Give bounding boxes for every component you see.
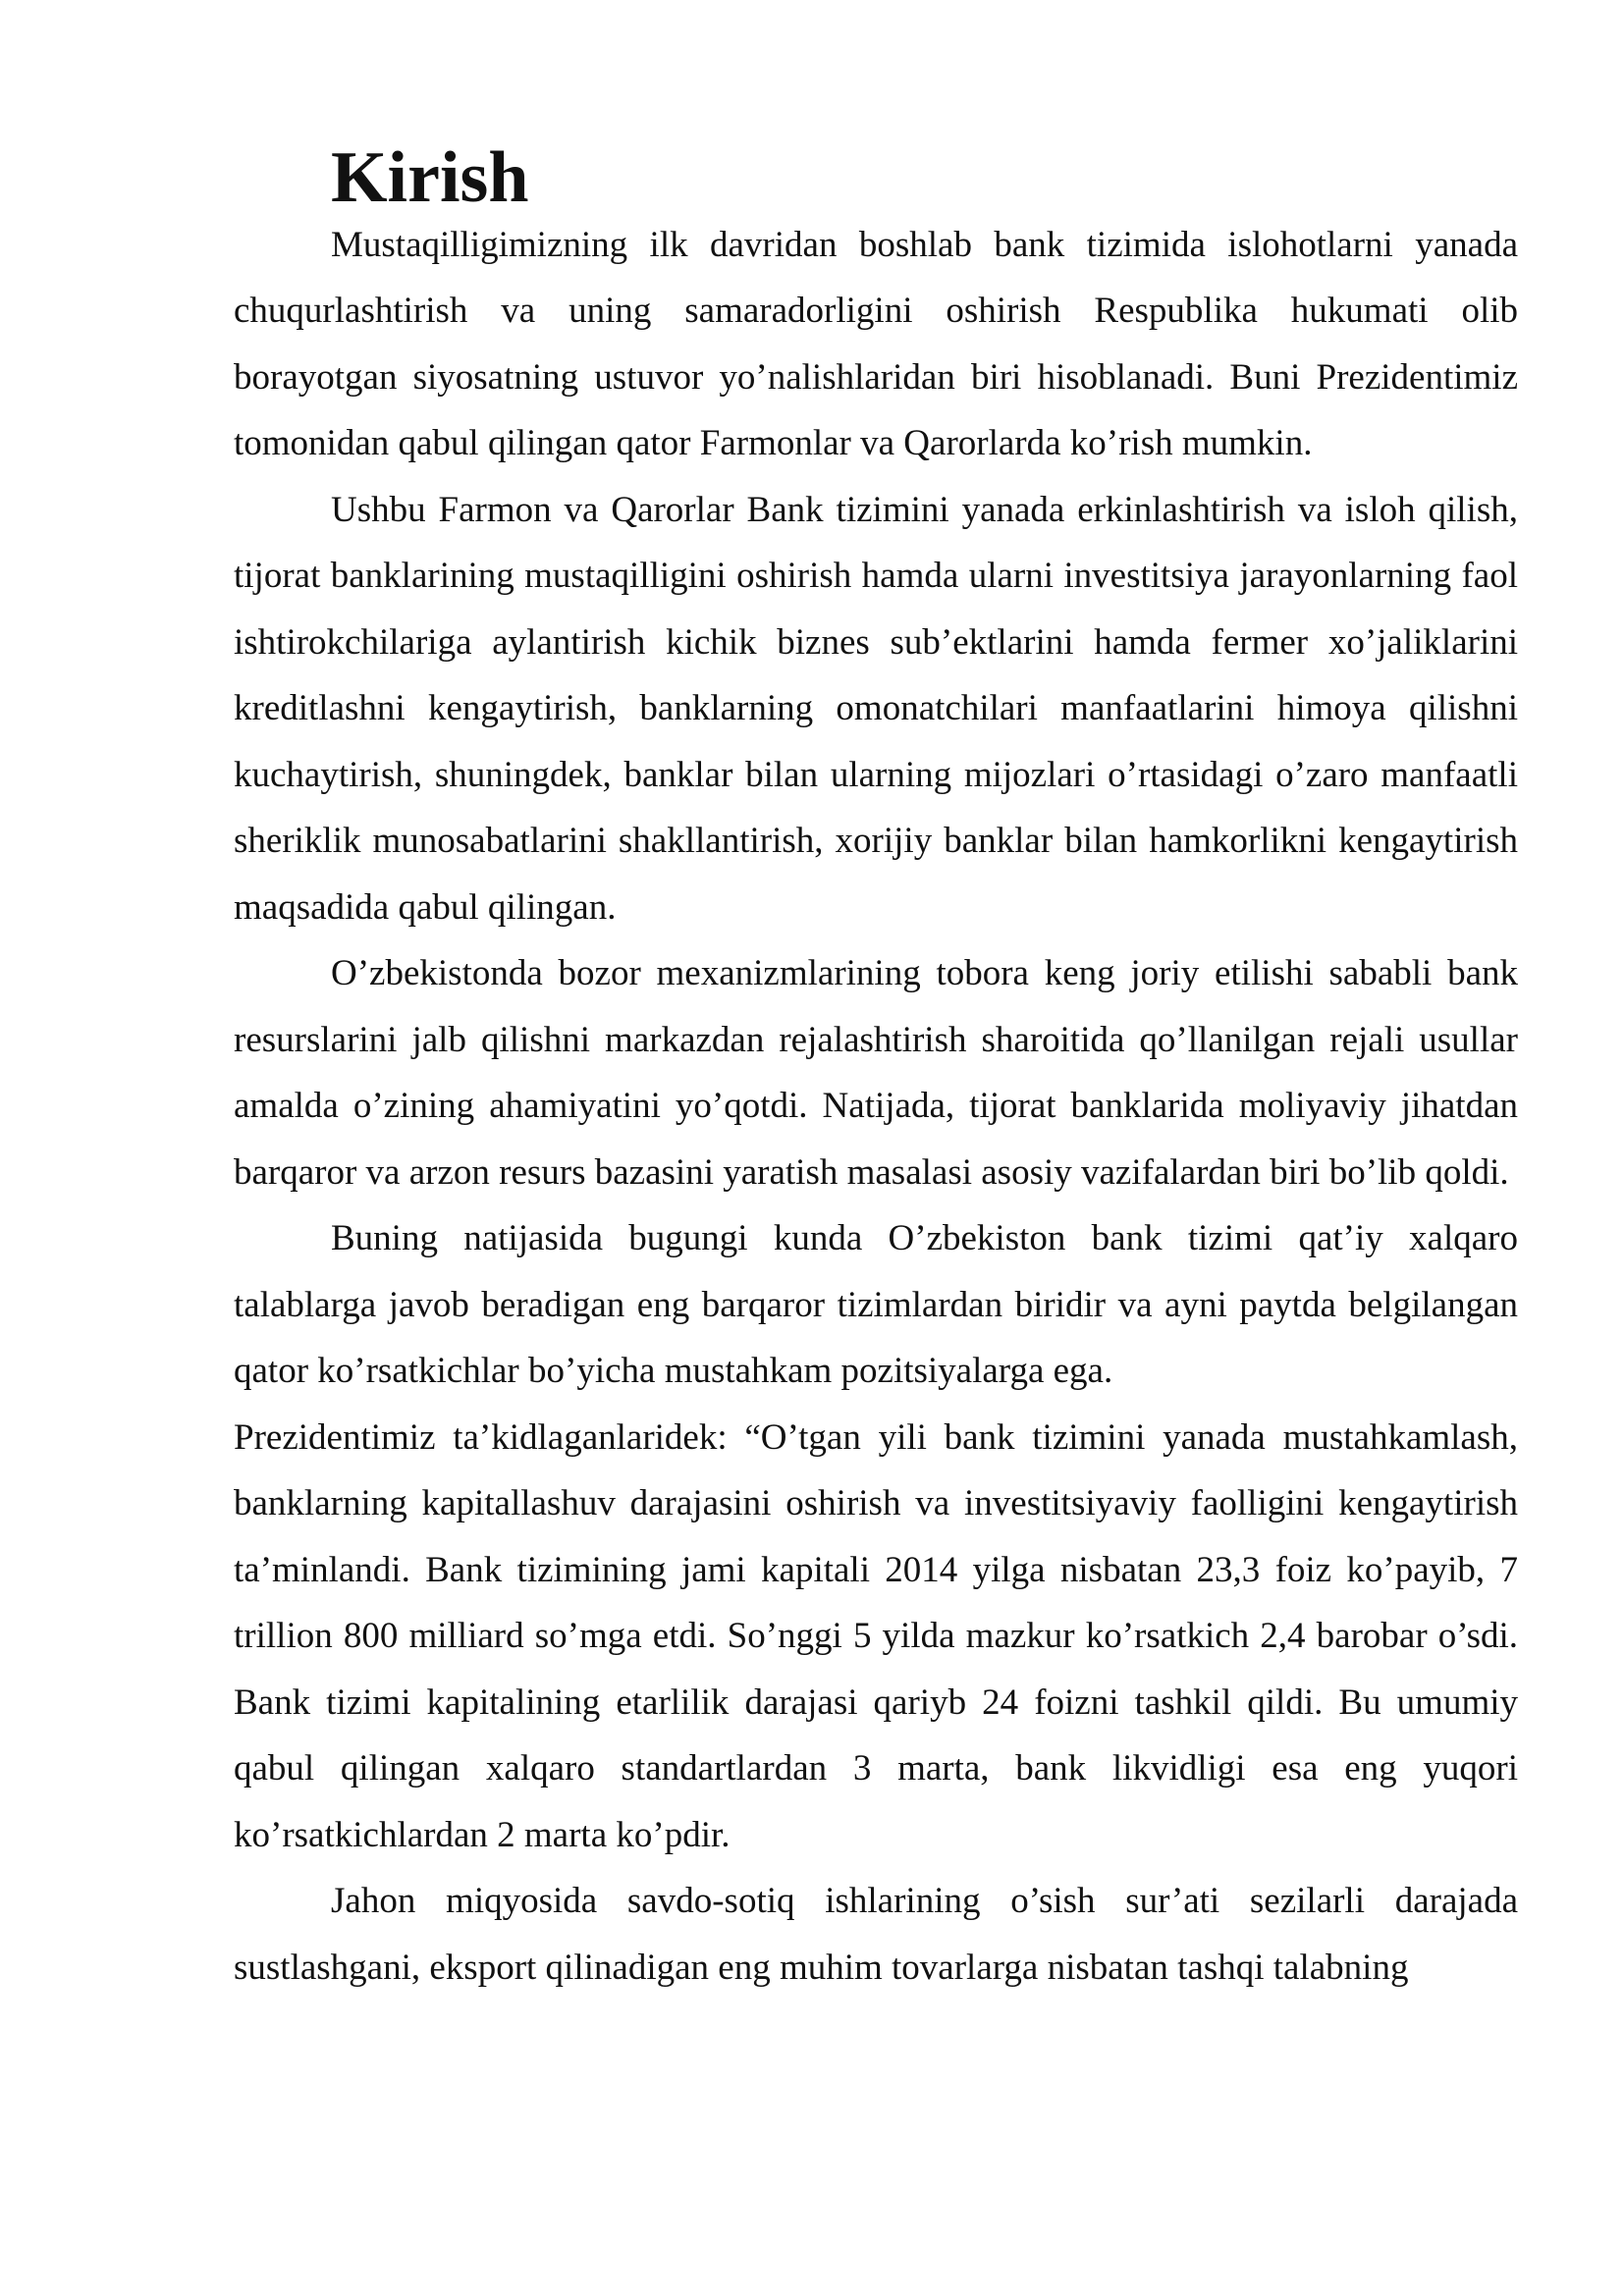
paragraph-3: O’zbekistonda bozor mexanizmlarining tobora keng joriy etilishi sababli bank resurslarini jalb qilishni markazdan rejalashtirish sharoitida qo’llanilgan rejali usullar amalda o’zining ahamiyatini yo’qotdi. Natijada, tijorat banklarida moliyaviy jihatdan barqaror va arzon resurs bazasini yaratish masalasi asosiy vazifalardan biri bo’lib qoldi. <box>234 953 1518 1193</box>
paragraph-2: Ushbu Farmon va Qarorlar Bank tizimini yanada erkinlashtirish va isloh qilish, tijorat banklarining mustaqilligini oshirish hamda ularni investitsiya jarayonlarning faol ishtirokchilariga aylantirish kichik biznes sub’ektlarini hamda fermer xo’jaliklarini kreditlashni kengaytirish, banklarning omonatchilari manfaatlarini himoya qilishni kuchaytirish, shuningdek, banklar bilan ularning mijozlari o’rtasidagi o’zaro manfaatli sheriklik munosabatlarini shakllantirish, xorijiy banklar bilan hamkorlikni kengaytirish maqsadida qabul qilingan. <box>234 489 1518 928</box>
paragraph-6: Jahon miqyosida savdo-sotiq ishlarining o’sish sur’ati sezilarli darajada sustlashgani, eksport qilinadigan eng muhim tovarlarga nisbatan tashqi talabning <box>234 1881 1518 1988</box>
paragraph-4: Buning natijasida bugungi kunda O’zbekiston bank tizimi qat’iy xalqaro talablarga javob beradigan eng barqaror tizimlardan biridir va ayni paytda belgilangan qator ko’rsatkichlar bo’yicha mustahkam pozitsiyalarga ega. <box>234 1218 1518 1391</box>
document-page <box>234 137 1518 2001</box>
section-heading: Kirish <box>331 137 529 218</box>
paragraph-1: Mustaqilligimizning ilk davridan boshlab bank tizimida islohotlarni yanada chuqurlashtirish va uning samaradorligini oshirish Respublika hukumati olib borayotgan siyosatning ustuvor yo’nalishlaridan biri hisoblanadi. Buni Prezidentimiz tomonidan qabul qilingan qator Farmonlar va Qarorlarda ko’rish mumkin. <box>234 224 1518 463</box>
paragraph-5: Prezidentimiz ta’kidlaganlaridek: “O’tgan yili bank tizimini yanada mustahkamlash, banklarning kapitallashuv darajasini oshirish va investitsiyaviy faolligini kengaytirish ta’minlandi. Bank tizimining jami kapitali 2014 yilga nisbatan 23,3 foiz ko’payib, 7 trillion 800 milliard so’mga etdi. So’nggi 5 yilda mazkur ko’rsatkich 2,4 barobar o’sdi. Bank tizimi kapitalining etarlilik darajasi qariyb 24 foizni tashkil qildi. Bu umumiy qabul qilingan xalqaro standartlardan 3 marta, bank likvidligi esa eng yuqori ko’rsatkichlardan 2 marta ko’pdir. <box>234 1416 1518 1855</box>
